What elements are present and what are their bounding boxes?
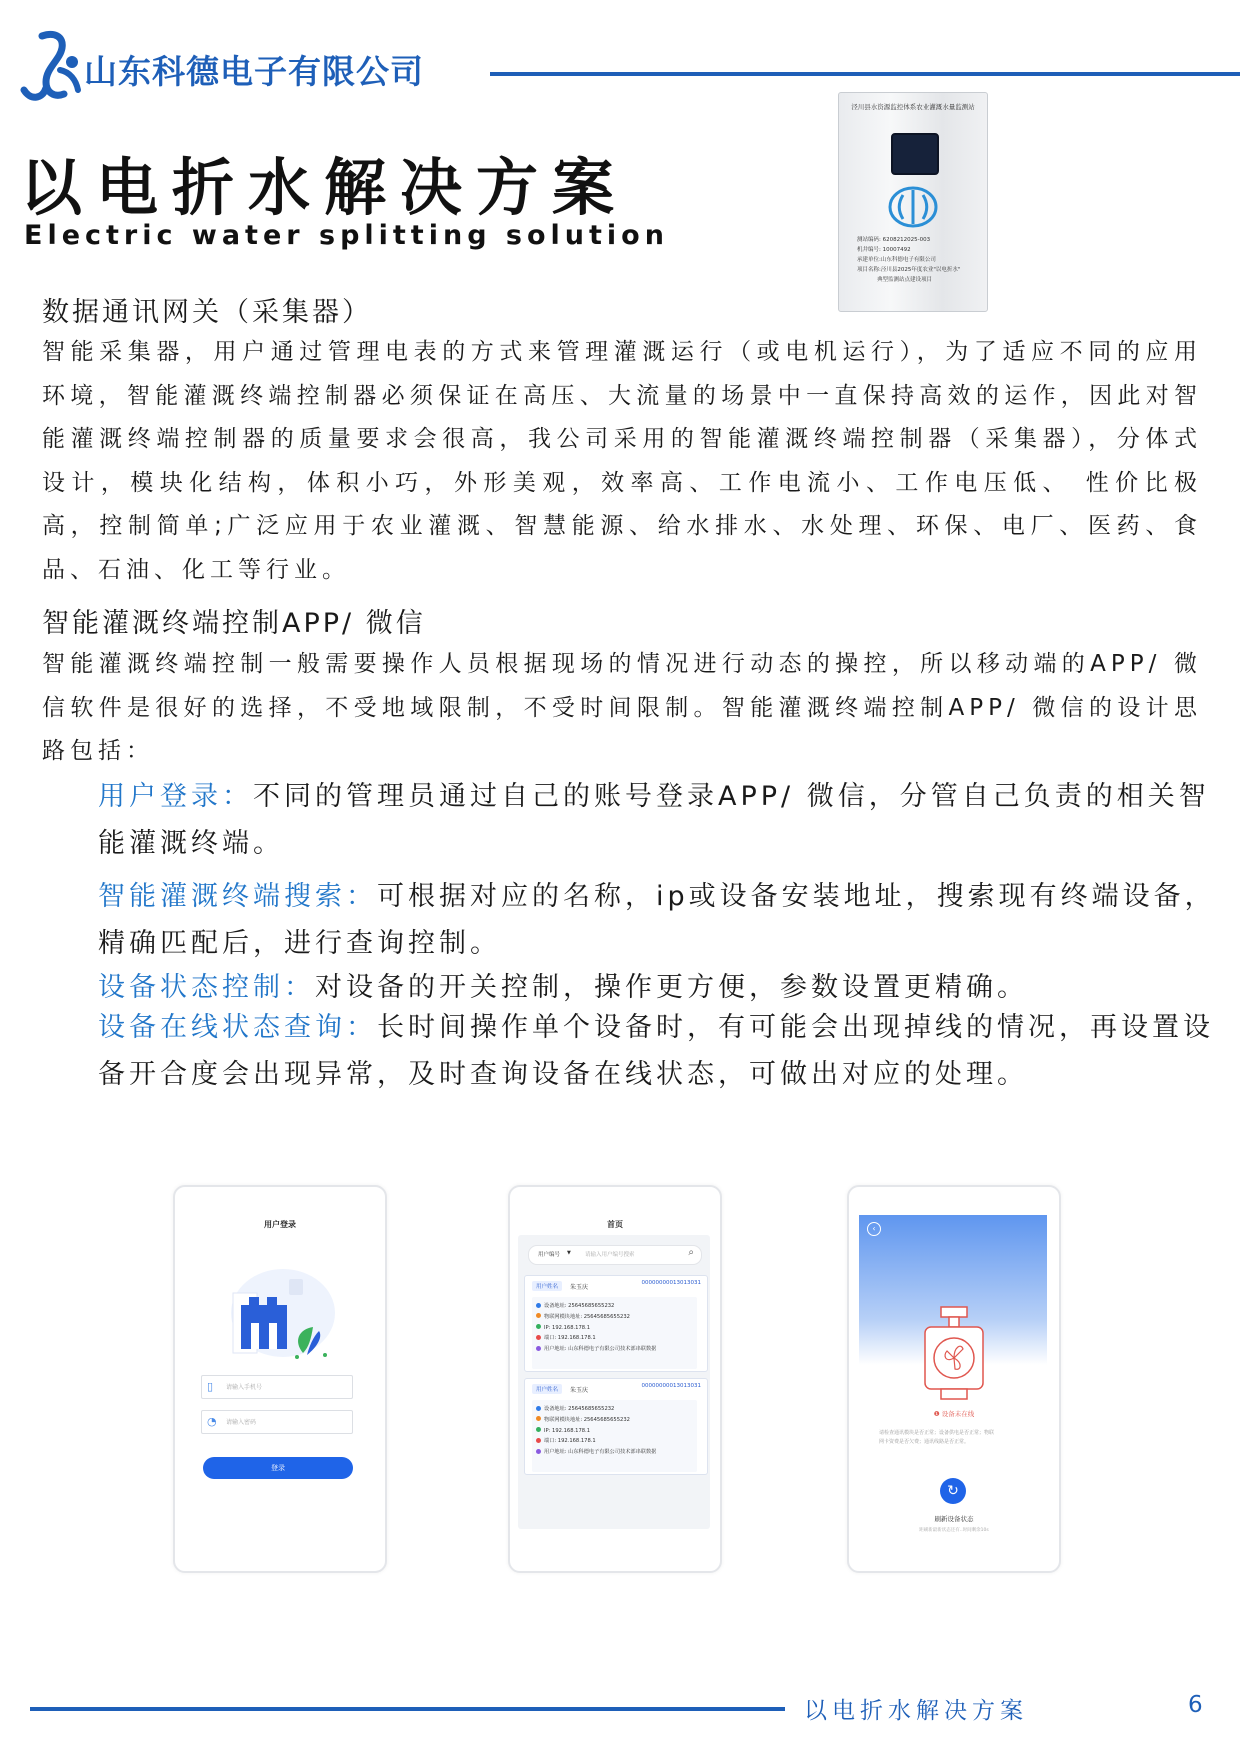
device-info-line: 项目名称:泾川县2025年度农业"以电折水" xyxy=(857,267,961,273)
home-search-bar[interactable] xyxy=(528,1245,702,1265)
status-dot-icon xyxy=(536,1303,541,1308)
status-dot-icon xyxy=(536,1313,541,1318)
status-hint-line: 请检查通讯模块是否正常；设备供电是否正常；物联 xyxy=(879,1430,995,1436)
feature-label: 智能灌溉终端搜索： xyxy=(98,881,377,912)
status-dot-icon xyxy=(536,1406,541,1411)
lock-icon: ◔ xyxy=(207,1415,217,1428)
card-user-number: 00000000013013031 xyxy=(641,1280,701,1286)
card-detail-row: 端口: 192.168.178.1 xyxy=(532,1333,697,1344)
section1-paragraph: 智能采集器，用户通过管理电表的方式来管理灌溉运行（或电机运行），为了适应不同的应用环境，智能灌溉终端控制器必须保证在高压、大流量的场景中一直保持高效的运作，因此对智能灌溉终端控制器的质量要求会很高，我公司采用的智能灌溉终端控制器（采集器），分体式设计，模块化结构，体积小巧，外形美观，效率高、工作电流小、工作电压低、 性价比极高，控制简单;广泛应用于农业灌溉、智慧能源、给水排水、水处理、环保、电厂、医药、食品、石油、化工等行业。 xyxy=(42,339,1202,583)
card-tag: 用户姓名 xyxy=(532,1281,562,1291)
refresh-status-label[interactable]: 刷新设备状态 xyxy=(934,1515,974,1523)
device-screen xyxy=(891,133,939,175)
search-type-select[interactable]: 用户编号 xyxy=(538,1252,561,1258)
device-info-line: 测站编码: 6208212025-003 xyxy=(857,237,931,243)
device-info-plate xyxy=(857,235,981,285)
feature-text: 不同的管理员通过自己的账号登录APP/ 微信，分管自己负责的相关智能灌溉终端。 xyxy=(98,781,1210,859)
device-panel-title: 泾川县水资源监控体系农业灌溉水量监测站 xyxy=(851,103,975,111)
search-placeholder: 请输入用户编号搜索 xyxy=(585,1252,635,1258)
login-title: 用户登录 xyxy=(264,1220,296,1229)
page-number: 6 xyxy=(1188,1692,1203,1718)
card-details xyxy=(532,1400,697,1472)
footer-title: 以电折水解决方案 xyxy=(804,1698,1028,1724)
home-title: 首页 xyxy=(607,1220,623,1229)
password-placeholder: 请输入密码 xyxy=(226,1419,257,1426)
card-detail-row: 用户地址: 山东科德电子有限公司技术部串联数据 xyxy=(532,1447,697,1458)
card-detail-row: 物联网模块地址: 25645685655232 xyxy=(532,1415,697,1426)
card-detail-row: 物联网模块地址: 25645685655232 xyxy=(532,1312,697,1323)
mobile-phone-icon: ▯ xyxy=(207,1380,214,1393)
status-dot-icon xyxy=(536,1438,541,1443)
device-card[interactable] xyxy=(524,1378,708,1475)
card-tag: 用户姓名 xyxy=(532,1384,562,1394)
status-dot-icon xyxy=(536,1335,541,1340)
refresh-countdown: 距刷新最新状态还有..时间剩余10s xyxy=(919,1528,989,1533)
password-input[interactable] xyxy=(201,1410,353,1434)
section1-heading: 数据通讯网关（采集器） xyxy=(42,297,372,328)
feature-label: 用户登录： xyxy=(98,781,253,812)
status-hint-line: 网卡资费是否欠费；通讯线路是否正常。 xyxy=(879,1439,970,1445)
header-divider xyxy=(490,72,1240,76)
page-subtitle: Electric water splitting solution xyxy=(24,220,669,251)
feature-text: 长时间操作单个设备时，有可能会出现掉线的情况，再设置设备开合度会出现异常，及时查询设备在线状态，可做出对应的处理。 xyxy=(98,1012,1214,1090)
section2-heading: 智能灌溉终端控制APP/ 微信 xyxy=(42,608,426,639)
card-user-number: 00000000013013031 xyxy=(641,1383,701,1389)
card-details xyxy=(532,1297,697,1369)
card-detail-row: 端口: 192.168.178.1 xyxy=(532,1436,697,1447)
phone-status-screen xyxy=(847,1185,1061,1573)
page-title: 以电折水解决方案 xyxy=(20,151,629,224)
feature-text: 对设备的开关控制，操作更方便，参数设置更精确。 xyxy=(315,972,1028,1003)
status-dot-icon xyxy=(536,1324,541,1329)
device-cabinet-photo xyxy=(838,92,988,312)
section2-paragraph: 智能灌溉终端控制一般需要操作人员根据现场的情况进行动态的操控，所以移动端的APP/ 微信软件是很好的选择，不受地域限制，不受时间限制。智能灌溉终端控制APP/ 微信的设计思路包括： xyxy=(42,651,1202,764)
water-emblem-icon xyxy=(887,183,939,231)
login-illustration-icon xyxy=(219,1257,339,1365)
valve-device-icon xyxy=(921,1305,987,1405)
status-dot-icon xyxy=(536,1427,541,1432)
feature-label: 设备在线状态查询： xyxy=(98,1012,377,1043)
device-card[interactable] xyxy=(524,1275,708,1372)
status-dot-icon xyxy=(536,1416,541,1421)
back-arrow-icon[interactable]: ‹ xyxy=(867,1222,881,1236)
device-info-line: 典型监测站点建设项目 xyxy=(877,277,933,283)
feature-item xyxy=(98,873,1216,967)
card-detail-row: IP: 192.168.178.1 xyxy=(532,1426,697,1437)
feature-list xyxy=(98,773,1216,1098)
card-detail-row: IP: 192.168.178.1 xyxy=(532,1323,697,1334)
company-logo-icon xyxy=(20,30,84,102)
device-info-line: 机井编号: 10007492 xyxy=(857,247,911,253)
status-dot-icon xyxy=(536,1346,541,1351)
chevron-down-icon: ▼ xyxy=(567,1250,571,1256)
card-detail-row: 设备地址: 25645685655232 xyxy=(532,1404,697,1415)
refresh-icon[interactable]: ↻ xyxy=(940,1478,966,1504)
status-hint xyxy=(879,1429,1029,1447)
search-icon[interactable]: ⌕ xyxy=(688,1247,694,1258)
phone-login-screen xyxy=(173,1185,387,1573)
card-detail-row: 用户地址: 山东科德电子有限公司技术部串联数据 xyxy=(532,1344,697,1355)
card-user-name: 朱玉庆 xyxy=(570,1284,589,1291)
device-info-line: 承建单位:山东科德电子有限公司 xyxy=(857,257,936,263)
warning-icon: ❶ xyxy=(933,1410,940,1418)
feature-item xyxy=(98,1004,1216,1098)
phone-number-input[interactable] xyxy=(201,1375,353,1399)
login-button[interactable]: 登录 xyxy=(203,1457,353,1479)
feature-item xyxy=(98,773,1216,867)
card-user-name: 朱玉庆 xyxy=(570,1387,589,1394)
phone-number-placeholder: 请输入手机号 xyxy=(226,1384,263,1391)
device-status-text: 设备未在线 xyxy=(941,1410,975,1418)
footer-divider xyxy=(30,1707,785,1711)
feature-label: 设备状态控制： xyxy=(98,972,315,1003)
feature-text: 可根据对应的名称，ip或设备安装地址，搜索现有终端设备，精确匹配后，进行查询控制。 xyxy=(98,881,1216,959)
status-dot-icon xyxy=(536,1449,541,1454)
company-name: 山东科德电子有限公司 xyxy=(84,52,424,91)
device-offline-status xyxy=(849,1409,1059,1418)
phone-home-screen xyxy=(508,1185,722,1573)
card-detail-row: 设备地址: 25645685655232 xyxy=(532,1301,697,1312)
